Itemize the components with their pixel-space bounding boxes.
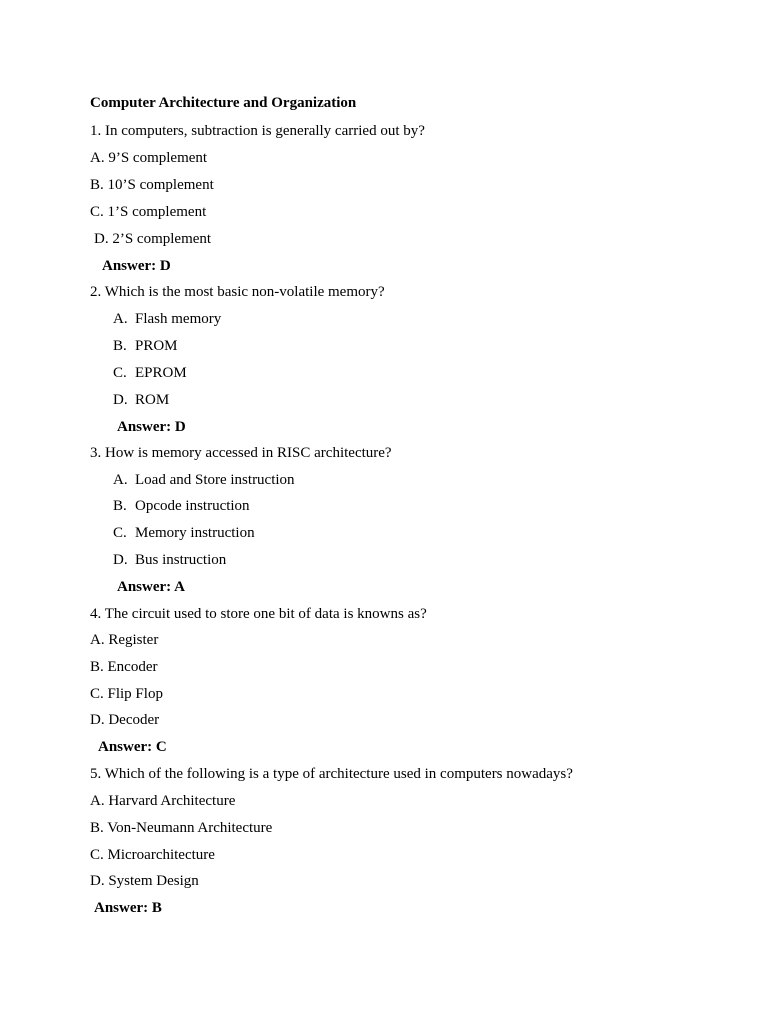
option-text: ROM [135, 392, 170, 408]
question-3-text: 3. How is memory accessed in RISC architecture? [90, 445, 392, 461]
question-4-answer: Answer: C [98, 739, 167, 755]
question-1-option-d: D. 2’S complement [94, 231, 212, 247]
question-3-option-a [113, 471, 295, 489]
option-text: Bus instruction [135, 552, 227, 568]
question-1-option-b: B. 10’S complement [90, 177, 214, 193]
option-marker: A. [113, 311, 128, 327]
question-2-option-b [113, 337, 178, 355]
question-3-answer: Answer: A [117, 579, 185, 595]
question-5-option-c: C. Microarchitecture [90, 847, 215, 863]
question-1-text: 1. In computers, subtraction is generally carried out by? [90, 123, 425, 139]
question-4-option-a: A. Register [90, 632, 159, 648]
question-5-answer: Answer: B [94, 900, 162, 916]
question-2-answer: Answer: D [117, 419, 186, 435]
question-4-option-b: B. Encoder [90, 659, 158, 675]
question-5-option-a: A. Harvard Architecture [90, 793, 236, 809]
question-1-answer: Answer: D [102, 258, 171, 274]
option-marker: D. [113, 552, 128, 568]
option-marker: B. [113, 338, 127, 354]
question-1-option-c: C. 1’S complement [90, 204, 207, 220]
option-text: PROM [135, 338, 178, 354]
option-marker: B. [113, 498, 127, 514]
question-1-option-a: A. 9’S complement [90, 150, 208, 166]
option-text: Flash memory [135, 311, 222, 327]
question-5-text: 5. Which of the following is a type of architecture used in computers nowadays? [90, 766, 573, 782]
question-2-option-c [113, 364, 187, 382]
question-2-text: 2. Which is the most basic non-volatile memory? [90, 284, 385, 300]
option-marker: C. [113, 365, 127, 381]
option-marker: C. [113, 525, 127, 541]
option-marker: A. [113, 472, 128, 488]
question-5-option-b: B. Von-Neumann Architecture [90, 820, 273, 836]
option-text: EPROM [135, 365, 187, 381]
document-title: Computer Architecture and Organization [90, 95, 357, 111]
question-5-option-d: D. System Design [90, 873, 199, 889]
question-3-option-b [113, 497, 250, 515]
question-4-option-c: C. Flip Flop [90, 686, 163, 702]
question-4-option-d: D. Decoder [90, 712, 160, 728]
question-2-option-a [113, 310, 221, 328]
option-text: Opcode instruction [135, 498, 250, 514]
option-text: Memory instruction [135, 525, 255, 541]
option-marker: D. [113, 392, 128, 408]
question-4-text: 4. The circuit used to store one bit of data is knowns as? [90, 606, 427, 622]
question-3-option-c [113, 524, 255, 542]
question-2-option-d [113, 391, 169, 409]
option-text: Load and Store instruction [135, 472, 295, 488]
question-3-option-d [113, 551, 226, 569]
